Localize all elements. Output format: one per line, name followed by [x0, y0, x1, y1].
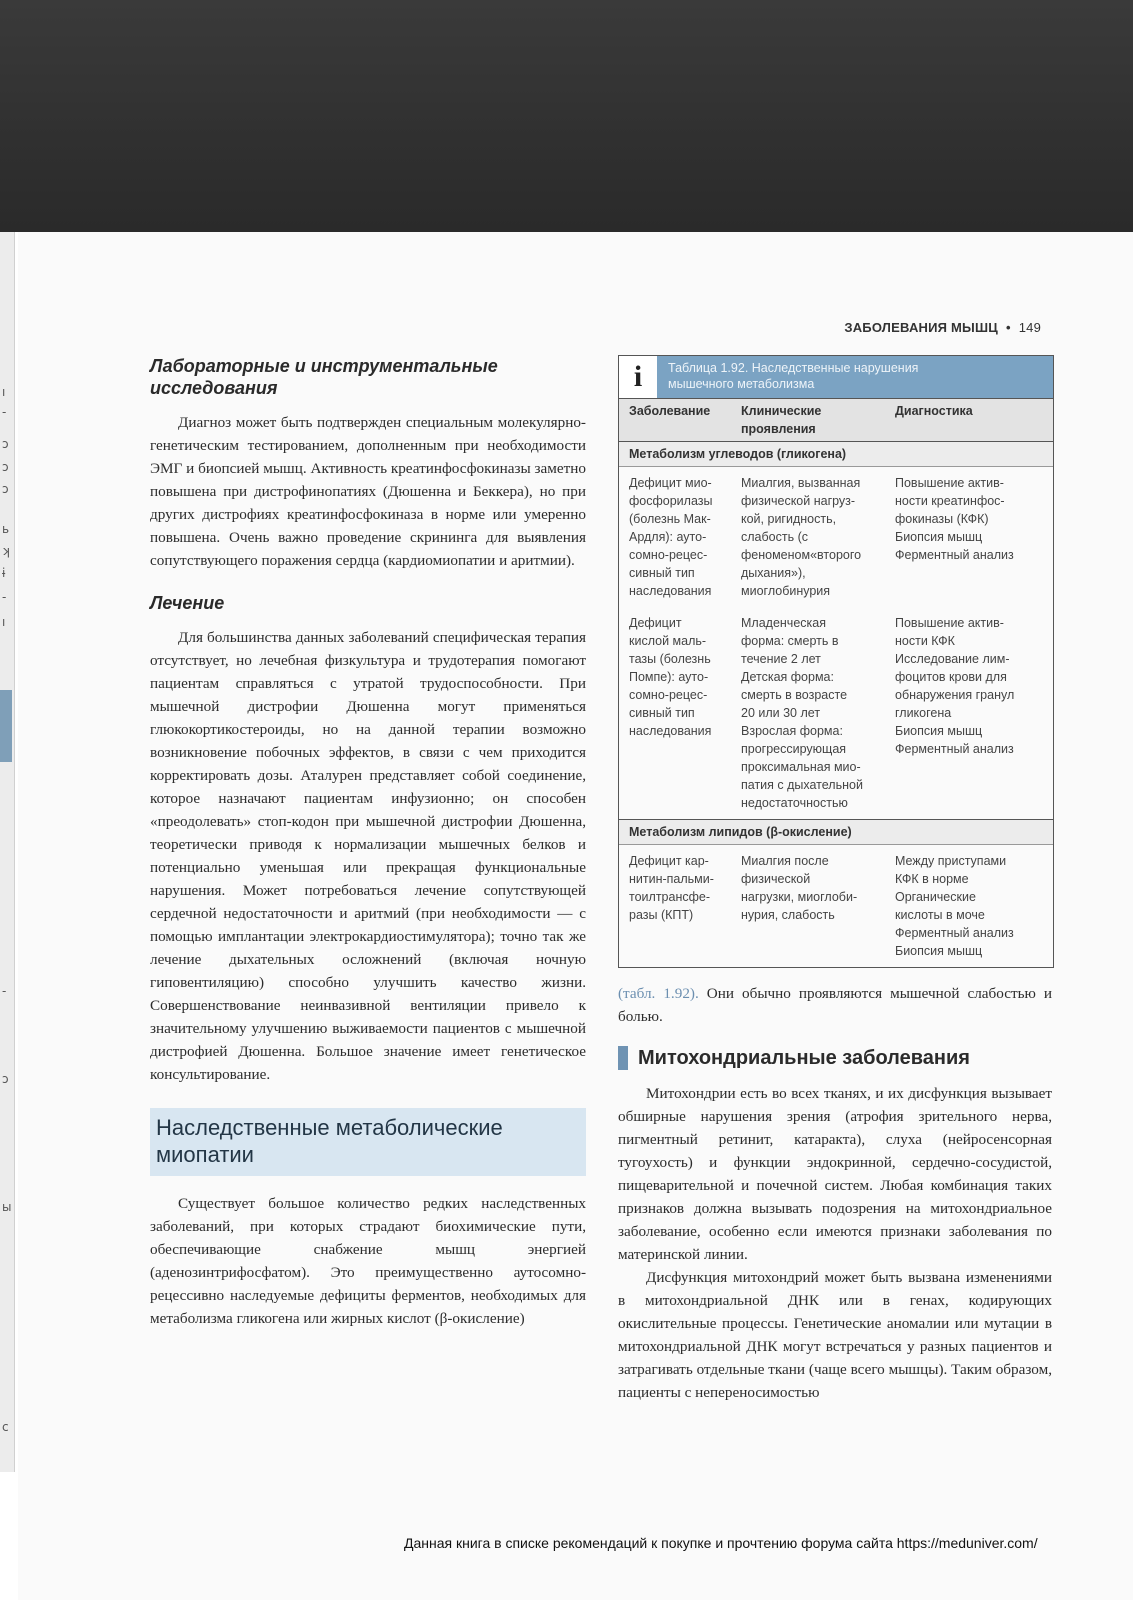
cell-line: разы (КПТ) — [629, 908, 694, 922]
footer-note: Данная книга в списке рекомендаций к покупке и прочтению форума сайта https://meduniver.com/ — [404, 1535, 1038, 1551]
cell-line: Ферментный анализ — [895, 742, 1014, 756]
edge-mark: ɔ — [2, 437, 9, 451]
table-body — [619, 442, 1053, 967]
mito-paragraph-1: Митохондрии есть во всех тканях, и их дисфункция вызывает обширные нарушения зрения (атрофия зрительного нерва, пигментный ретинит, катаракта), слуха (нейросенсорная тугоухость) и функции эндокринной, сердечно-сосудистой, пищеварительной и почечной систем. Любая комбинация таких признаков должна вызывать подозрения на митохондриальное заболевание, особенно если имеются признаки заболевания по материнской линии. — [618, 1085, 1052, 1263]
table-1-92 — [618, 355, 1054, 968]
cell-line: сивный тип — [629, 706, 695, 720]
cell-line: фокиназы (КФК) — [895, 512, 989, 526]
table-cell-disease — [619, 849, 737, 963]
cell-line: дыхания»), — [741, 566, 806, 580]
cell-line: сомно-рецес- — [629, 688, 708, 702]
treatment-paragraph: Для большинства данных заболеваний специфическая терапия отсутствует, но лечебная физкультура и трудотерапия помогают пациентам справляться с утратой трудоспособности. При мышечной дистрофии Дюшенна могут применяться глюкокортикостероиды, но на данной терапии возможно возникновение побочных эффектов, в связи с чем приходится корректировать дозы. Аталурен представляет собой соединение, которое назначают пациентам инфузионно; он способен «преодолевать» стоп-кодон при мышечной дистрофии Дюшенна, теоретически приводя к нормализации мышечных белков и потенциально уменьшая или прекращая функциональные нарушения. Может потребоваться лечение сопутствующей сердечной недостаточности и аритмий (при необходимости — с помощью имплантации электрокардиостимулятора); точно так же лечение дыхательных осложнений (включая ночную гиповентиляцию) способно улучшить качество жизни. Совершенствование неинвазивной вентиляции привело к значительному улучшению выживаемости пациентов с мышечной дистрофией Дюшенна. Большое значение имеет генетическое консультирование. — [150, 629, 586, 1083]
section-heading — [156, 1114, 578, 1168]
cell-line: нагрузки, миоглоби- — [741, 890, 858, 904]
running-head-bullet: • — [1005, 320, 1011, 335]
lab-heading-line: исследования — [150, 378, 278, 398]
edge-mark: ɔ — [2, 460, 9, 474]
cell-line: (болезнь Мак- — [629, 512, 711, 526]
cell-line: Ферментный анализ — [895, 548, 1014, 562]
cell-line: слабость (с — [741, 530, 808, 544]
edge-mark: ʞ — [2, 544, 11, 558]
cell-line: обнаружения гранул — [895, 688, 1015, 702]
cell-line: фосфорилазы — [629, 494, 713, 508]
table-title-line: Таблица 1.92. Наследственные нарушения — [668, 361, 919, 375]
cell-line: Младенческая — [741, 616, 826, 630]
column-header-line: Клинические — [741, 404, 822, 418]
cell-line: проксимальная мио- — [741, 760, 861, 774]
table-header — [619, 356, 1053, 398]
table-cell-clinical — [737, 471, 891, 603]
cell-line: Дефицит кар- — [629, 854, 709, 868]
cell-line: тазы (болезнь — [629, 652, 711, 666]
table-column-headers — [619, 398, 1053, 442]
cell-line: гликогена — [895, 706, 952, 720]
cell-line: форма: смерть в — [741, 634, 839, 648]
right-column — [618, 355, 1052, 1404]
continuation-text: Они обычно проявляются мышечной слабостью и болью. — [618, 985, 1053, 1025]
cell-line: Повышение актив- — [895, 616, 1004, 630]
cell-line: кислой маль- — [629, 634, 707, 648]
section-heading-line: миопатии — [156, 1142, 254, 1167]
cell-line: Детская форма: — [741, 670, 834, 684]
cell-line: Миалгия после — [741, 854, 829, 868]
cell-line: наследования — [629, 724, 712, 738]
table-column-header — [891, 399, 1053, 441]
cell-line: Миалгия, вызванная — [741, 476, 861, 490]
cell-line: Дефицит мио- — [629, 476, 712, 490]
cell-line: Ардля): ауто- — [629, 530, 707, 544]
cell-line: феноменом«второго — [741, 548, 862, 562]
cell-line: Между приступами — [895, 854, 1007, 868]
table-reference-link[interactable]: (табл. 1.92). — [618, 985, 699, 1002]
cell-line: физической — [741, 872, 811, 886]
cell-line: сивный тип — [629, 566, 695, 580]
edge-mark: c — [2, 1420, 9, 1434]
edge-mark: ɔ — [2, 482, 9, 496]
table-row — [619, 467, 1053, 607]
lab-heading-line: Лабораторные и инструментальные — [150, 356, 498, 376]
lab-heading — [150, 355, 586, 399]
cell-line: недостаточностью — [741, 796, 848, 810]
heading-bar-marker — [618, 1046, 628, 1070]
cell-line: физической нагруз- — [741, 494, 856, 508]
cell-line: Ферментный анализ — [895, 926, 1014, 940]
edge-mark: - — [2, 405, 7, 419]
edge-mark: ɨ — [2, 566, 6, 580]
column-header-line: проявления — [741, 422, 816, 436]
table-cell-disease — [619, 471, 737, 603]
cell-line: нурия, слабость — [741, 908, 835, 922]
table-cell-diagnostics — [891, 849, 1053, 963]
section-heading-line: Наследственные метаболические — [156, 1115, 503, 1140]
edge-mark: - — [2, 590, 7, 604]
cell-line: сомно-рецес- — [629, 548, 708, 562]
cell-line: кой, ригидность, — [741, 512, 837, 526]
column-header-line: Заболевание — [629, 404, 711, 418]
cell-line: Биопсия мышц — [895, 530, 983, 544]
table-cell-diagnostics — [891, 611, 1053, 815]
table-title-line: мышечного метаболизма — [668, 377, 815, 391]
metabolic-paragraph: Существует большое количество редких наследственных заболеваний, при которых страдают биохимические пути, обеспечивающие снабжение мышц энергией (аденозинтрифосфатом). Это преимущественно аутосомно-рецессивно наследуемые дефициты ферментов, необходимых для метаболизма гликогена или жирных кислот (β-окисление) — [150, 1195, 586, 1327]
table-row — [619, 845, 1053, 967]
table-cell-clinical — [737, 611, 891, 815]
running-head — [844, 320, 1041, 335]
section-heading-box — [150, 1108, 586, 1176]
cell-line: Органические — [895, 890, 976, 904]
cell-line: Биопсия мышц — [895, 724, 983, 738]
cell-line: кислоты в моче — [895, 908, 985, 922]
table-row — [619, 607, 1053, 819]
cell-line: патия с дыхательной — [741, 778, 863, 792]
cell-line: Дефицит — [629, 616, 682, 630]
cell-line: миоглобинурия — [741, 584, 831, 598]
page-number: 149 — [1018, 320, 1041, 335]
cell-line: смерть в возрасте — [741, 688, 848, 702]
table-column-header — [737, 399, 891, 441]
table-group-label: Метаболизм углеводов (гликогена) — [619, 442, 1053, 467]
cell-line: наследования — [629, 584, 712, 598]
edge-mark: ɔ — [2, 1072, 9, 1086]
cell-line: КФК в норме — [895, 872, 969, 886]
cell-line: Повышение актив- — [895, 476, 1004, 490]
table-column-header — [619, 399, 737, 441]
scan-dark-band — [0, 0, 1133, 232]
continuation-paragraph — [618, 982, 1052, 1028]
mito-heading: Митохондриальные заболевания — [638, 1046, 970, 1069]
lab-paragraph: Диагноз может быть подтвержден специальным молекулярно-генетическим тестированием, дополненным при необходимости ЭМГ и биопсией мышц. Активность креатинфосфокиназы заметно повышена при дистрофинопатиях (Дюшенна и Беккера), но при других дистрофиях креатинфосфокиназа в норме или умеренно повышена. Очень важно проведение скрининга для выявления сопутствующего поражения сердца (кардиомиопатии и аритмии). — [150, 414, 586, 569]
running-head-title: ЗАБОЛЕВАНИЯ МЫШЦ — [844, 320, 998, 335]
edge-mark: ı — [2, 385, 6, 399]
cell-line: фоцитов крови для — [895, 670, 1007, 684]
edge-mark: ь — [2, 522, 10, 536]
mito-heading-block — [618, 1046, 1052, 1070]
cell-line: нитин-пальми- — [629, 872, 714, 886]
cell-line: 20 или 30 лет — [741, 706, 821, 720]
info-icon: i — [619, 356, 658, 398]
treatment-heading: Лечение — [150, 593, 225, 613]
cell-line: тоилтрансфе- — [629, 890, 710, 904]
edge-mark: - — [2, 984, 7, 998]
cell-line: Помпе): ауто- — [629, 670, 709, 684]
mito-paragraph-2: Дисфункция митохондрий может быть вызвана изменениями в митохондриальной ДНК или в генах, кодирующих окислительные процессы. Генетические аномалии или мутации в митохондриальной ДНК могут встречаться у разных пациентов и затрагивать отдельные ткани (чаще всего мышцы). Таким образом, пациенты с непереносимостью — [618, 1269, 1052, 1401]
table-cell-diagnostics — [891, 471, 1053, 603]
cell-line: течение 2 лет — [741, 652, 821, 666]
left-column — [150, 355, 586, 1330]
table-title — [658, 356, 928, 398]
cell-line: Взрослая форма: — [741, 724, 843, 738]
edge-mark: ы — [2, 1200, 12, 1214]
cell-line: прогрессирующая — [741, 742, 847, 756]
cell-line: Биопсия мышц — [895, 944, 983, 958]
table-cell-disease — [619, 611, 737, 815]
table-cell-clinical — [737, 849, 891, 963]
column-header-line: Диагностика — [895, 404, 973, 418]
cell-line: Исследование лим- — [895, 652, 1010, 666]
previous-page-edge-tab — [0, 690, 12, 762]
cell-line: ности креатинфос- — [895, 494, 1005, 508]
table-group-label: Метаболизм липидов (β-окисление) — [619, 819, 1053, 845]
cell-line: ности КФК — [895, 634, 955, 648]
edge-mark: ı — [2, 615, 6, 629]
